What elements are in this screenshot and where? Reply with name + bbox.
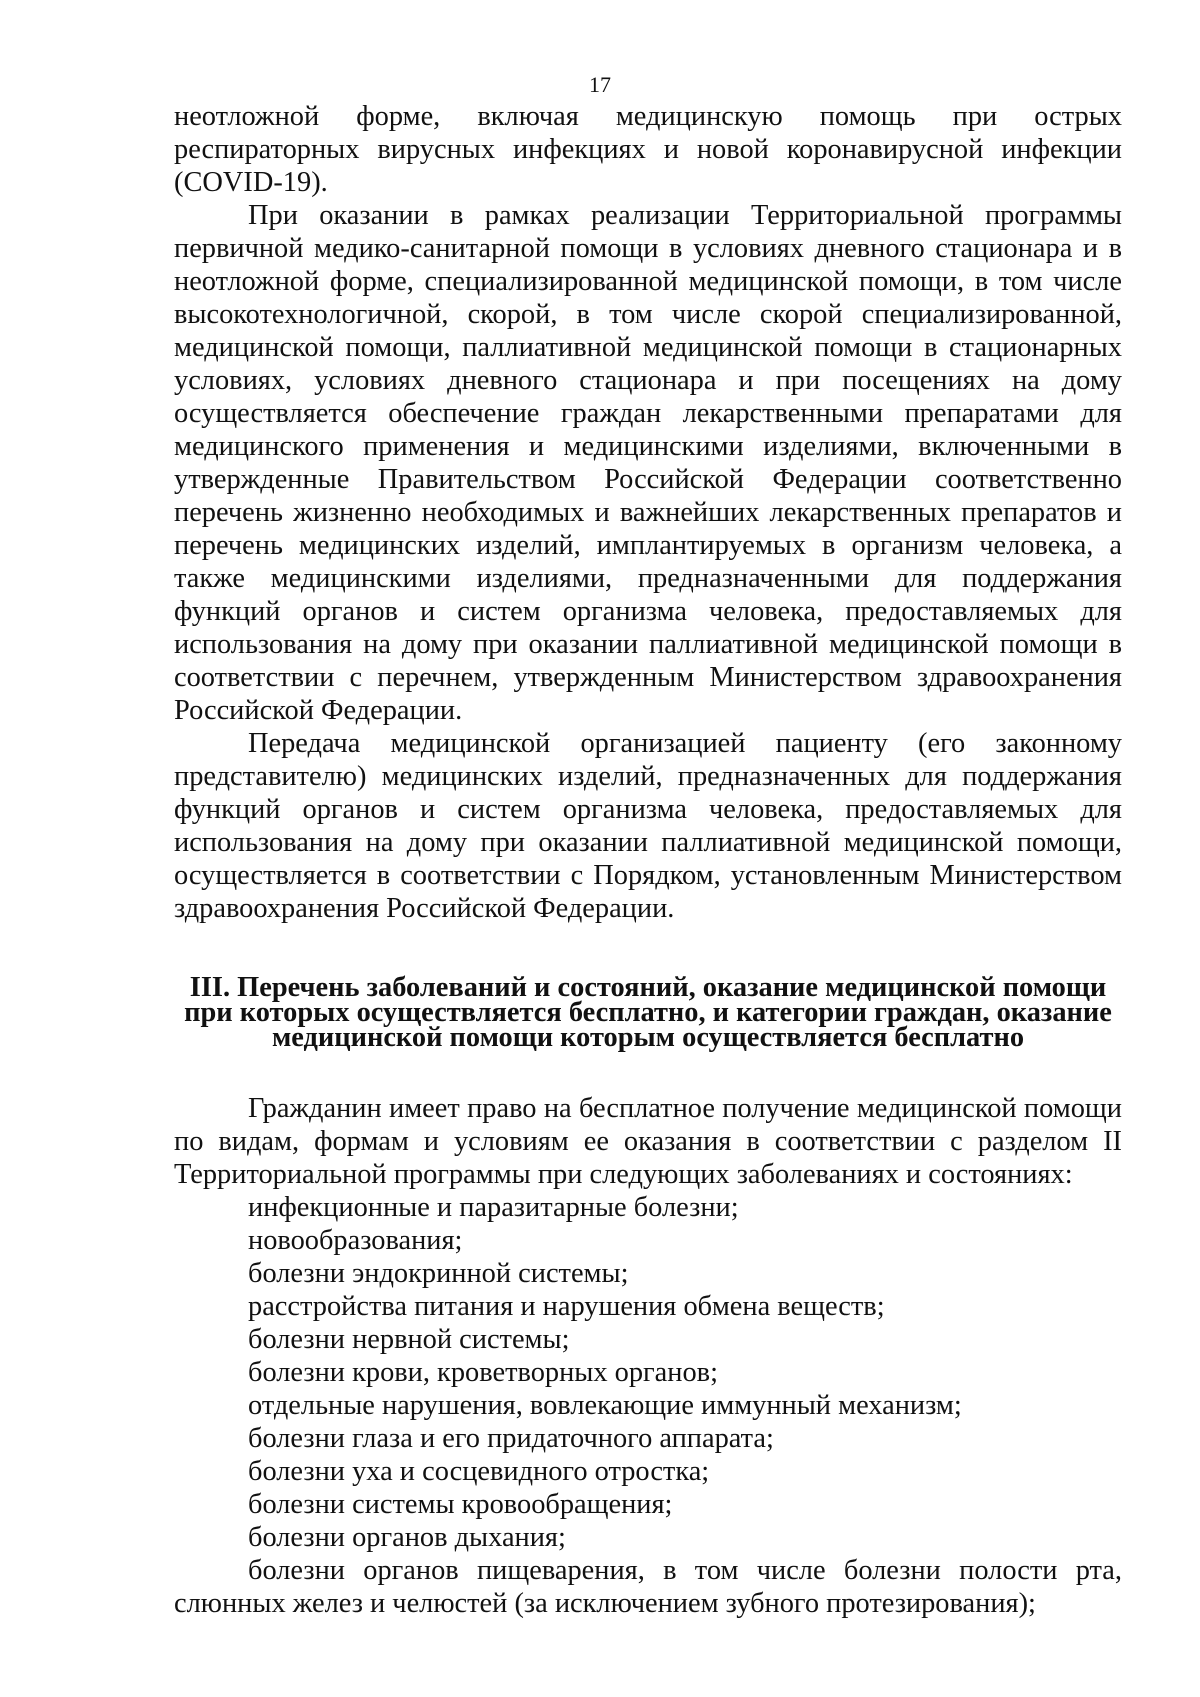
list-item: болезни глаза и его придаточного аппарата;: [248, 1423, 774, 1454]
list-item: болезни уха и сосцевидного отростка;: [248, 1456, 710, 1487]
section-heading-line: при которых осуществляется бесплатно, и категории граждан, оказание: [184, 997, 1112, 1028]
list-item: болезни органов пищеварения, в том числе болезни полости рта, слюнных желез и челюстей (за исключением зубного протезирования);: [174, 1555, 1122, 1619]
section-heading-line: III. Перечень заболеваний и состояний, оказание медицинской помощи: [189, 972, 1107, 1003]
paragraph-device-transfer: Передача медицинской организацией пациенту (его законному представителю) медицинских изделий, предназначенных для поддержания функций органов и систем организма человека, предоставляемых для использования на дому при оказании паллиативной медицинской помощи, осуществляется в соответствии с Порядком, установленным Министерством здравоохранения Российской Федерации.: [174, 728, 1122, 924]
list-item: болезни системы кровообращения;: [248, 1489, 673, 1520]
list-item: болезни органов дыхания;: [248, 1522, 566, 1553]
paragraph-medication-provision: При оказании в рамках реализации Территориальной программы первичной медико-санитарной помощи в условиях дневного стационара и в неотложной форме, специализированной медицинской помощи, в том числе высокотехнологичной, скорой, в том числе скорой специализированной, медицинской помощи, паллиативной медицинской помощи в стационарных условиях, условиях дневного стационара и при посещениях на дому осуществляется обеспечение граждан лекарственными препаратами для медицинского применения и медицинскими изделиями, включенными в утвержденные Правительством Российской Федерации соответственно перечень жизненно необходимых и важнейших лекарственных препаратов и перечень медицинских изделий, имплантируемых в организм человека, а также медицинскими изделиями, предназначенными для поддержания функций органов и систем организма человека, предоставляемых для использования на дому при оказании паллиативной медицинской помощи в соответствии с перечнем, утвержденным Министерством здравоохранения Российской Федерации.: [174, 200, 1122, 726]
conditions-list: [174, 1191, 1122, 1620]
list-item: болезни крови, кроветворных органов;: [248, 1357, 718, 1388]
section-heading: [174, 972, 1122, 1053]
paragraph-continuation: неотложной форме, включая медицинскую помощь при острых респираторных вирусных инфекциях и новой коронавирусной инфекции (COVID-19).: [174, 101, 1122, 198]
list-item: отдельные нарушения, вовлекающие иммунный механизм;: [248, 1390, 962, 1421]
list-item: болезни нервной системы;: [248, 1324, 570, 1355]
list-item: инфекционные и паразитарные болезни;: [248, 1192, 739, 1223]
list-item: болезни эндокринной системы;: [248, 1258, 629, 1289]
section-heading-line: медицинской помощи которым осуществляется бесплатно: [271, 1022, 1025, 1053]
document-body: [174, 100, 1122, 1620]
list-item: новообразования;: [248, 1225, 463, 1256]
page-number: 17: [589, 72, 611, 97]
paragraph-intro: Гражданин имеет право на бесплатное получение медицинской помощи по видам, формам и условиям ее оказания в соответствии с разделом II Территориальной программы при следующих заболеваниях и состояниях:: [174, 1093, 1122, 1190]
list-item: расстройства питания и нарушения обмена веществ;: [248, 1291, 885, 1322]
